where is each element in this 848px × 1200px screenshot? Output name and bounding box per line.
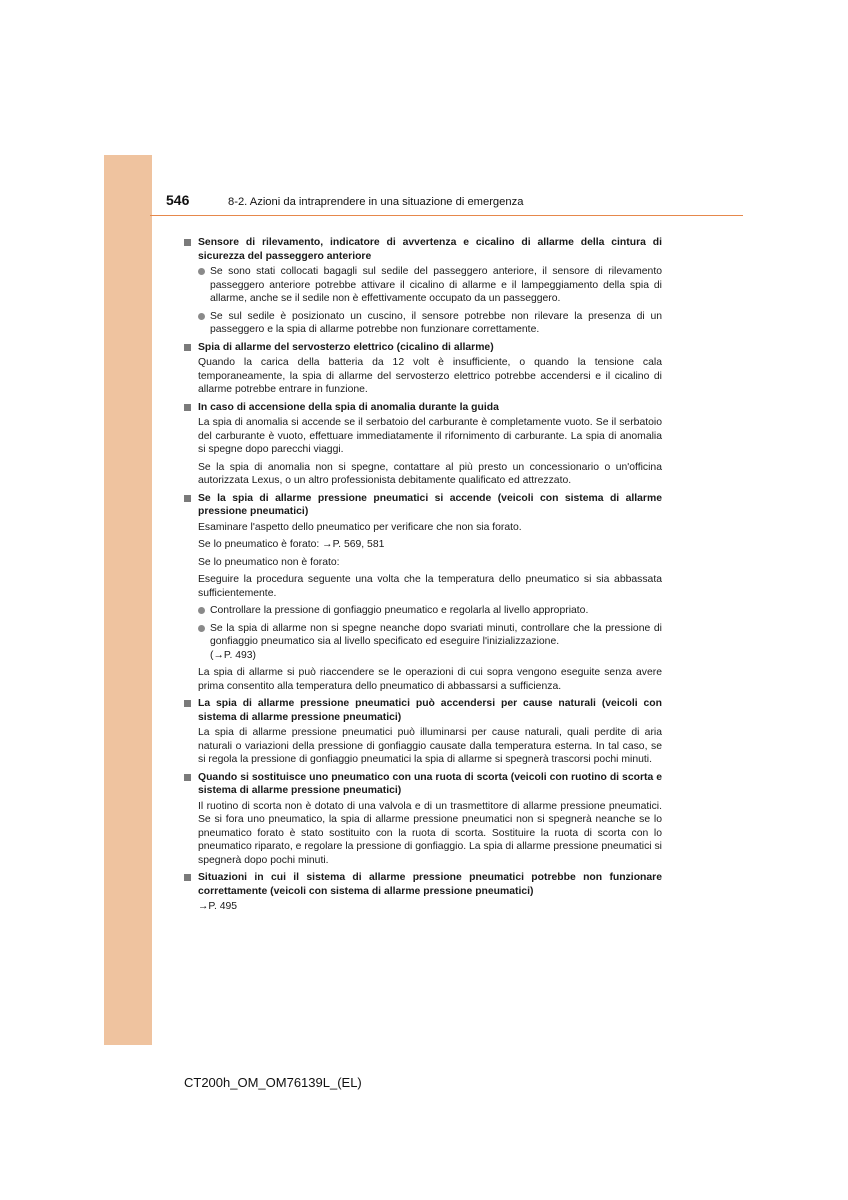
page-number: 546 [166,192,190,208]
list-item: Se sul sedile è posizionato un cuscino, il sensore potrebbe non rilevare la presenza di un passeggero e la spia di allarme potrebbe non funzionare correttamente. [198,310,662,337]
document-code: CT200h_OM_OM76139L_(EL) [184,1075,362,1090]
round-bullet-icon [198,625,205,632]
square-bullet-icon [184,495,191,502]
round-bullet-icon [198,607,205,614]
paragraph: Se la spia di anomalia non si spegne, contattare al più presto un concessionario o un'officina autorizzata Lexus, o un altro professionista debitamente qualificato ed attrezzato. [198,461,662,486]
square-bullet-icon [184,874,191,881]
square-bullet-icon [184,404,191,411]
paragraph: Esaminare l'aspetto dello pneumatico per verificare che non sia forato. [198,521,522,533]
page-content [184,236,662,918]
paragraph: Se lo pneumatico non è forato: [198,556,340,568]
paragraph: Quando la carica della batteria da 12 volt è insufficiente, o quando la tensione cala temporaneamente, la spia di allarme del servosterzo elettrico potrebbe accendersi e il cicalino di allarme potrebbe entrare in funzione. [198,357,662,395]
section-heading: Spia di allarme del servosterzo elettrico (cicalino di allarme) [184,341,662,355]
section-heading: Situazioni in cui il sistema di allarme pressione pneumatici potrebbe non funzionare correttamente (veicoli con sistema di allarme pressione pneumatici) [184,871,662,898]
page-reference: →P. 495 [198,901,238,912]
square-bullet-icon [184,700,191,707]
round-bullet-icon [198,268,205,275]
paragraph: Se lo pneumatico è forato: →P. 569, 581 [198,539,385,550]
list-item: Se la spia di allarme non si spegne neanche dopo svariati minuti, controllare che la pressione di gonfiaggio pneumatico sia al livello specificato ed eseguire l'inizializzazione. [198,622,662,649]
list-item: Controllare la pressione di gonfiaggio pneumatico e regolarla al livello appropriato. [198,604,662,618]
section-title: 8-2. Azioni da intraprendere in una situazione di emergenza [228,196,524,208]
page-reference: (→P. 493) [210,649,257,661]
paragraph: La spia di allarme si può riaccendere se le operazioni di cui sopra vengono eseguite senza avere prima consentito alla temperatura dello pneumatico di abbassarsi a sufficienza. [198,667,662,692]
section-heading: La spia di allarme pressione pneumatici può accendersi per cause naturali (veicoli con sistema di allarme pressione pneumatici) [184,697,662,724]
paragraph: Eseguire la procedura seguente una volta che la temperatura dello pneumatico si sia abbassata sufficientemente. [198,574,662,599]
section-heading: Quando si sostituisce uno pneumatico con una ruota di scorta (veicoli con ruotino di scorta e sistema di allarme pressione pneumatici) [184,771,662,798]
square-bullet-icon [184,774,191,781]
square-bullet-icon [184,239,191,246]
paragraph: Il ruotino di scorta non è dotato di una valvola e di un trasmettitore di allarme pressione pneumatici. Se si fora uno pneumatico, la spia di allarme pressione pneumatici non si spegnerà neanche se lo pneumatico forato è stato sostituito con la ruota di scorta. Sostituire la ruota di scorta con lo pneumatico riparato, e regolare la pressione di gonfiaggio. La spia di allarme pressione pneumatici si spegnerà dopo pochi minuti. [198,800,662,866]
paragraph: La spia di anomalia si accende se il serbatoio del carburante è completamente vuoto. Se il serbatoio del carburante è vuoto, effettuare immediatamente il rifornimento di carburante. La spia di anomalia si spegne dopo parecchi viaggi. [198,417,662,455]
header-divider [150,215,743,216]
section-heading: Se la spia di allarme pressione pneumatici si accende (veicoli con sistema di allarme pressione pneumatici) [184,492,662,519]
paragraph: La spia di allarme pressione pneumatici può illuminarsi per cause naturali, quali perdite di aria naturali o variazioni della pressione di gonfiaggio causate dalla temperatura esterna. In tal caso, se si regola la pressione di gonfiaggio pneumatici la spia di allarme si spegnerà trascorsi pochi minuti. [198,727,662,765]
section-heading: In caso di accensione della spia di anomalia durante la guida [184,401,662,415]
round-bullet-icon [198,313,205,320]
list-item: Se sono stati collocati bagagli sul sedile del passeggero anteriore, il sensore di rilevamento passeggero anteriore potrebbe attivare il cicalino di allarme e il lampeggiamento della spia di allarme, anche se il sedile non è effettivamente occupato da un passeggero. [198,265,662,306]
chapter-side-tab [104,155,152,1045]
square-bullet-icon [184,344,191,351]
section-heading: Sensore di rilevamento, indicatore di avvertenza e cicalino di allarme della cintura di sicurezza del passeggero anteriore [184,236,662,263]
